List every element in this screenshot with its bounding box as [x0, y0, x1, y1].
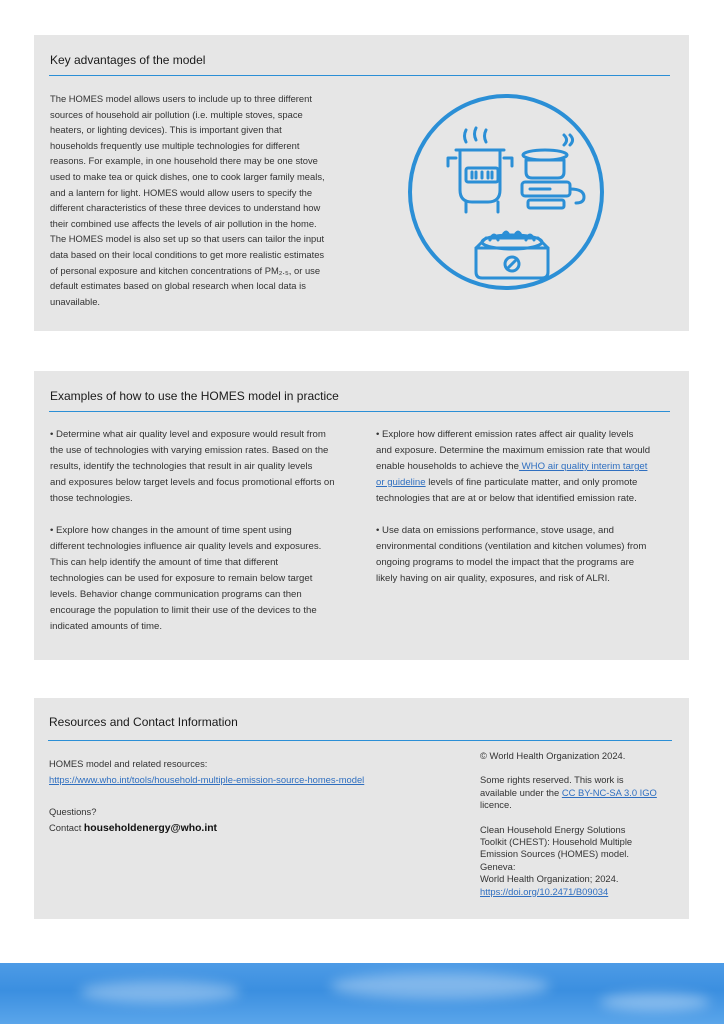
advantages-line: The HOMES model is also set up so that users can tailor the input [50, 233, 325, 245]
example-line [376, 459, 676, 475]
copyright-text: © World Health Organization 2024. [480, 750, 626, 761]
advantages-line: sources of household air pollution (i.e. multiple stoves, space [50, 108, 303, 120]
contact-line [49, 820, 449, 837]
example-line: • Use data on emissions performance, stove usage, and [376, 525, 615, 536]
resources-left [49, 756, 449, 837]
examples-divider [49, 411, 670, 412]
advantages-heading: Key advantages of the model [50, 53, 206, 67]
resources-divider [48, 740, 672, 741]
examples-panel [34, 371, 689, 660]
example-item [376, 427, 676, 507]
example-line: This can help identify the amount of time that different [50, 557, 279, 568]
rights-text: available under the [480, 786, 562, 798]
example-item [50, 523, 362, 635]
homes-url-link[interactable]: https://www.who.int/tools/household-multiple-emission-source-homes-model [49, 774, 365, 785]
example-line: encourage the population to limit their use of the devices to the [50, 605, 317, 616]
example-line: • Explore how changes in the amount of time spent using [50, 525, 292, 536]
cloud-shape [80, 981, 240, 1003]
example-text: enable households to achieve the [376, 461, 519, 472]
advantages-line: heaters, or lighting devices). This is important given that [50, 124, 282, 136]
citation-line: Toolkit (CHEST): Household Multiple [480, 836, 633, 848]
example-line: likely having on air quality, exposures, and risk of ALRI. [376, 573, 610, 584]
example-item [376, 523, 676, 587]
advantages-panel [34, 35, 689, 331]
example-line: indicated amounts of time. [50, 621, 162, 632]
example-line: technologies that are at or below that identified emission rate. [376, 493, 637, 504]
advantages-body [50, 91, 360, 309]
questions-label: Questions? [49, 806, 97, 817]
cookstoves-icon [404, 90, 608, 294]
rights-line [480, 787, 680, 799]
example-line: results, identify the technologies that result in air quality levels [50, 461, 313, 472]
cloud-shape [330, 973, 550, 999]
advantages-line: used to make tea or quick dishes, one to cook larger family meals, [50, 170, 325, 182]
examples-left-column [50, 427, 362, 651]
example-line: ongoing programs to model the impact that the programs are [376, 557, 635, 568]
advantages-line: data based on their local conditions to get more realistic estimates [50, 248, 325, 260]
resources-heading: Resources and Contact Information [49, 715, 238, 729]
example-text: levels of fine particulate matter, and only promote [425, 477, 638, 488]
resources-panel [34, 698, 689, 919]
rights-line: Some rights reserved. This work is [480, 774, 624, 786]
advantages-line: of personal exposure and kitchen concentrations of PM₂.₅, or use [50, 264, 321, 276]
advantages-line: different characteristics of these three devices to understand how [50, 202, 321, 214]
example-line: and exposures below target levels and focus promotional efforts on [50, 477, 335, 488]
contact-email[interactable]: householdenergy@who.int [83, 823, 218, 834]
homes-resources-label: HOMES model and related resources: [49, 758, 208, 769]
example-line: different technologies influence air quality levels and exposures. [50, 541, 322, 552]
examples-heading: Examples of how to use the HOMES model in practice [50, 389, 339, 403]
example-line: levels. Behavior change communication programs can then [50, 589, 302, 600]
rights-line: licence. [480, 799, 512, 811]
cloud-shape [600, 993, 710, 1011]
examples-right-column [376, 427, 676, 603]
sky-footer-image [0, 963, 724, 1024]
example-line: those technologies. [50, 493, 133, 504]
advantages-line: reasons. For example, in one household there may be one stove [50, 155, 318, 167]
example-item [50, 427, 362, 507]
resources-right [480, 750, 680, 898]
example-line: technologies can be used for exposure to remain below target [50, 573, 313, 584]
advantages-line: default estimates based on global research when local data is [50, 280, 306, 292]
advantages-line: households frequently use multiple technologies for different [50, 139, 300, 151]
example-line: • Determine what air quality level and exposure would result from [50, 429, 326, 440]
citation-line: Geneva: [480, 860, 516, 872]
advantages-divider [49, 75, 670, 76]
example-line [376, 475, 676, 491]
example-line: and exposure. Determine the maximum emission rate that would [376, 445, 651, 456]
advantages-line: The HOMES model allows users to include up to three different [50, 93, 312, 104]
license-link[interactable]: CC BY-NC-SA 3.0 IGO [561, 786, 657, 798]
contact-prefix: Contact [49, 822, 84, 833]
citation-line: Emission Sources (HOMES) model. [480, 848, 629, 860]
who-guideline-link[interactable]: or guideline [376, 477, 426, 488]
advantages-line: and a lantern for light. HOMES would allow users to specify the [50, 186, 313, 198]
who-target-link[interactable]: WHO air quality interim target [518, 461, 648, 472]
example-line: • Explore how different emission rates affect air quality levels [376, 429, 634, 440]
citation-line: Clean Household Energy Solutions [480, 823, 626, 835]
advantages-line: their combined use affects the levels of air pollution in the home. [50, 217, 317, 229]
example-line: the use of technologies with varying emission rates. Based on the [50, 445, 329, 456]
citation-line: World Health Organization; 2024. [480, 873, 619, 885]
advantages-line: unavailable. [50, 295, 101, 307]
doi-link[interactable]: https://doi.org/10.2471/B09034 [480, 885, 609, 897]
example-line: environmental conditions (ventilation and kitchen volumes) from [376, 541, 647, 552]
